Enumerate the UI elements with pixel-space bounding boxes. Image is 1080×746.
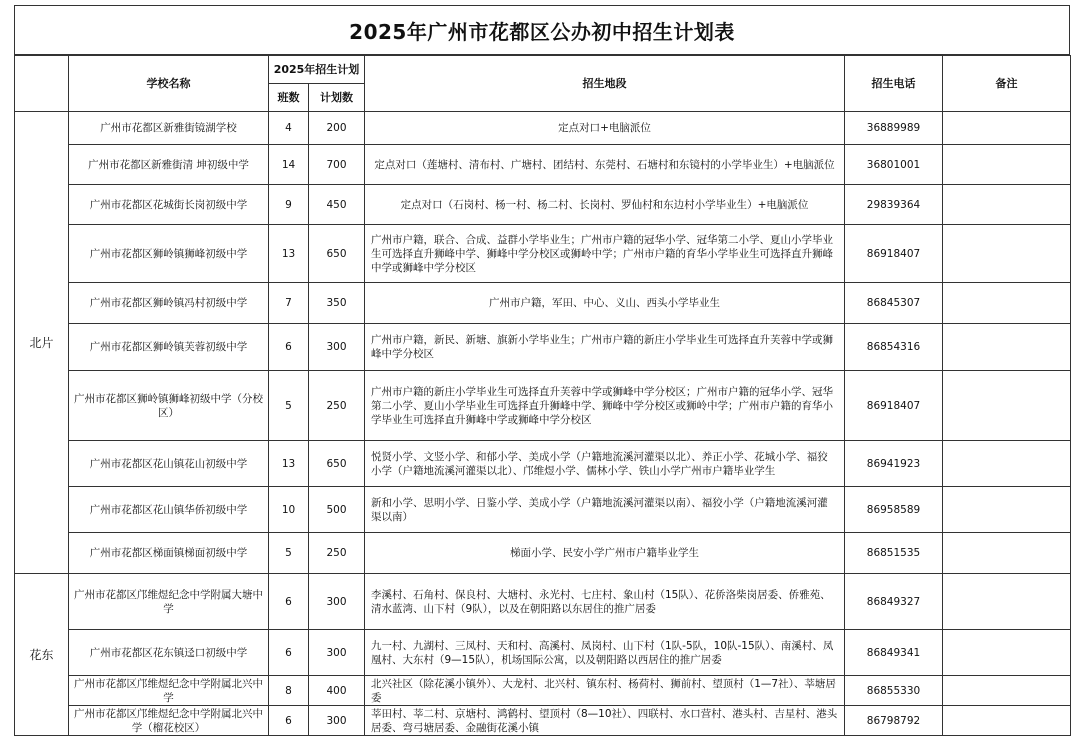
phone-cell: 86849327 (845, 574, 943, 630)
area-cell: 定点对口（莲塘村、清布村、广塘村、团结村、东莞村、石塘村和东镜村的小学毕业生）+电脑派位 (365, 145, 845, 185)
school-name-cell: 广州市花都区新雅街镜湖学校 (69, 112, 269, 145)
table-row (15, 371, 1071, 441)
notes-cell (943, 441, 1071, 487)
area-cell: 广州市户籍，联合、合成、益群小学毕业生；广州市户籍的冠华小学、冠华第二小学、夏山小学毕业生可选择直升狮峰中学、狮峰中学分校区或狮岭中学；广州市户籍的育华小学毕业生可选择直升狮峰中学或狮峰中学分校区 (365, 225, 845, 283)
school-name-cell: 广州市花都区花山镇华侨初级中学 (69, 487, 269, 533)
notes-cell (943, 574, 1071, 630)
notes-cell (943, 533, 1071, 574)
plan-count-cell: 450 (309, 185, 365, 225)
classes-cell: 6 (269, 706, 309, 736)
plan-group-header: 2025年招生计划 (269, 56, 365, 84)
phone-cell: 86855330 (845, 676, 943, 706)
table-row (15, 574, 1071, 630)
plan-count-cell: 300 (309, 574, 365, 630)
area-cell: 新和小学、思明小学、日鉴小学、美成小学（户籍地流溪河灌渠以南）、福狡小学（户籍地流溪河灌渠以南） (365, 487, 845, 533)
school-name-cell: 广州市花都区邝维煜纪念中学附属北兴中学（榴花校区） (69, 706, 269, 736)
classes-cell: 5 (269, 533, 309, 574)
school-name-cell: 广州市花都区狮岭镇狮峰初级中学 (69, 225, 269, 283)
area-cell: 北兴社区（除花溪小镇外）、大龙村、北兴村、镇东村、杨荷村、狮前村、望顶村（1—7社）、莘塘居委 (365, 676, 845, 706)
phone-cell: 86918407 (845, 225, 943, 283)
table-row (15, 112, 1071, 145)
phone-cell: 86958589 (845, 487, 943, 533)
classes-cell: 6 (269, 574, 309, 630)
plan-count-cell: 500 (309, 487, 365, 533)
plan-count-cell: 700 (309, 145, 365, 185)
school-name-cell: 广州市花都区梯面镇梯面初级中学 (69, 533, 269, 574)
plan-count-cell: 250 (309, 371, 365, 441)
table-row (15, 630, 1071, 676)
plan-count-cell: 300 (309, 706, 365, 736)
table-row (15, 533, 1071, 574)
school-name-cell: 广州市花都区邝维煜纪念中学附属北兴中学 (69, 676, 269, 706)
notes-cell (943, 225, 1071, 283)
plan-count-cell: 250 (309, 533, 365, 574)
enrollment-plan-table (14, 55, 1071, 736)
phone-cell: 86851535 (845, 533, 943, 574)
phone-cell: 36889989 (845, 112, 943, 145)
school-name-cell: 广州市花都区狮岭镇冯村初级中学 (69, 283, 269, 324)
area-cell: 广州市户籍，军田、中心、义山、西头小学毕业生 (365, 283, 845, 324)
classes-cell: 8 (269, 676, 309, 706)
table-row (15, 487, 1071, 533)
phone-header: 招生电话 (845, 56, 943, 112)
table-row (15, 225, 1071, 283)
region-cell-east: 花东 (15, 574, 69, 736)
area-cell: 悦贤小学、文竖小学、和郁小学、美成小学（户籍地流溪河灌渠以北）、养正小学、花城小学、福狡小学（户籍地流溪河灌渠以北）、邝维煜小学、儒林小学、铁山小学广州市户籍毕业学生 (365, 441, 845, 487)
notes-cell (943, 676, 1071, 706)
plan-count-cell: 300 (309, 324, 365, 371)
classes-cell: 14 (269, 145, 309, 185)
area-cell: 莘田村、莘二村、京塘村、鸿鹤村、望顶村（8—10社）、四联村、水口营村、港头村、吉星村、港头居委、弯弓塘居委、金融街花溪小镇 (365, 706, 845, 736)
table-row (15, 441, 1071, 487)
school-name-cell: 广州市花都区花东镇迳口初级中学 (69, 630, 269, 676)
area-cell: 九一村、九湖村、三凤村、天和村、高溪村、凤岗村、山下村（1队-5队，10队-15队）、南溪村、凤凰村、大东村（9—15队），机场国际公寓，以及朝阳路以西居住的推广居委 (365, 630, 845, 676)
area-cell: 梯面小学、民安小学广州市户籍毕业学生 (365, 533, 845, 574)
notes-header: 备注 (943, 56, 1071, 112)
phone-cell: 86918407 (845, 371, 943, 441)
table-row (15, 185, 1071, 225)
area-header: 招生地段 (365, 56, 845, 112)
area-cell: 定点对口（石岗村、杨一村、杨二村、长岗村、罗仙村和东边村小学毕业生）+电脑派位 (365, 185, 845, 225)
plan-count-cell: 400 (309, 676, 365, 706)
region-header (15, 56, 69, 112)
classes-cell: 6 (269, 630, 309, 676)
plan-count-cell: 650 (309, 225, 365, 283)
area-cell: 定点对口+电脑派位 (365, 112, 845, 145)
school-name-cell: 广州市花都区狮岭镇狮峰初级中学（分校区） (69, 371, 269, 441)
classes-cell: 7 (269, 283, 309, 324)
area-cell: 广州市户籍的新庄小学毕业生可选择直升芙蓉中学或狮峰中学分校区；广州市户籍的冠华小学、冠华第二小学、夏山小学毕业生可选择直升狮峰中学、狮峰中学分校区或狮岭中学；广州市户籍的育华小学毕业生可选择直升狮峰中学或狮峰中学分校区 (365, 371, 845, 441)
phone-cell: 86798792 (845, 706, 943, 736)
area-cell: 李溪村、石角村、保良村、大塘村、永光村、七庄村、象山村（15队）、花侨洛柴岗居委、侨雅苑、清水蓝湾、山下村（9队），以及在朝阳路以东居住的推广居委 (365, 574, 845, 630)
phone-cell: 86854316 (845, 324, 943, 371)
school-name-header: 学校名称 (69, 56, 269, 112)
school-name-cell: 广州市花都区狮岭镇芙蓉初级中学 (69, 324, 269, 371)
school-name-cell: 广州市花都区新雅街清 坤初级中学 (69, 145, 269, 185)
phone-cell: 86845307 (845, 283, 943, 324)
plan-count-cell: 200 (309, 112, 365, 145)
notes-cell (943, 283, 1071, 324)
notes-cell (943, 185, 1071, 225)
classes-cell: 13 (269, 441, 309, 487)
phone-cell: 36801001 (845, 145, 943, 185)
plan-sheet (14, 5, 1070, 736)
area-cell: 广州市户籍，新民、新塘、旗新小学毕业生；广州市户籍的新庄小学毕业生可选择直升芙蓉中学或狮峰中学分校区 (365, 324, 845, 371)
notes-cell (943, 112, 1071, 145)
plan-count-cell: 350 (309, 283, 365, 324)
classes-cell: 6 (269, 324, 309, 371)
table-row (15, 676, 1071, 706)
region-cell-north: 北片 (15, 112, 69, 574)
phone-cell: 86941923 (845, 441, 943, 487)
classes-cell: 10 (269, 487, 309, 533)
table-row (15, 283, 1071, 324)
classes-cell: 9 (269, 185, 309, 225)
classes-cell: 5 (269, 371, 309, 441)
table-row (15, 706, 1071, 736)
notes-cell (943, 371, 1071, 441)
notes-cell (943, 324, 1071, 371)
table-row (15, 324, 1071, 371)
plan-count-header: 计划数 (309, 84, 365, 112)
school-name-cell: 广州市花都区花山镇花山初级中学 (69, 441, 269, 487)
phone-cell: 29839364 (845, 185, 943, 225)
notes-cell (943, 487, 1071, 533)
school-name-cell: 广州市花都区邝维煜纪念中学附属大塘中学 (69, 574, 269, 630)
notes-cell (943, 706, 1071, 736)
plan-count-cell: 650 (309, 441, 365, 487)
document-title: 2025年广州市花都区公办初中招生计划表 (14, 5, 1070, 55)
classes-cell: 13 (269, 225, 309, 283)
notes-cell (943, 145, 1071, 185)
notes-cell (943, 630, 1071, 676)
plan-count-cell: 300 (309, 630, 365, 676)
classes-cell: 4 (269, 112, 309, 145)
phone-cell: 86849341 (845, 630, 943, 676)
school-name-cell: 广州市花都区花城街长岗初级中学 (69, 185, 269, 225)
classes-header: 班数 (269, 84, 309, 112)
table-row (15, 145, 1071, 185)
